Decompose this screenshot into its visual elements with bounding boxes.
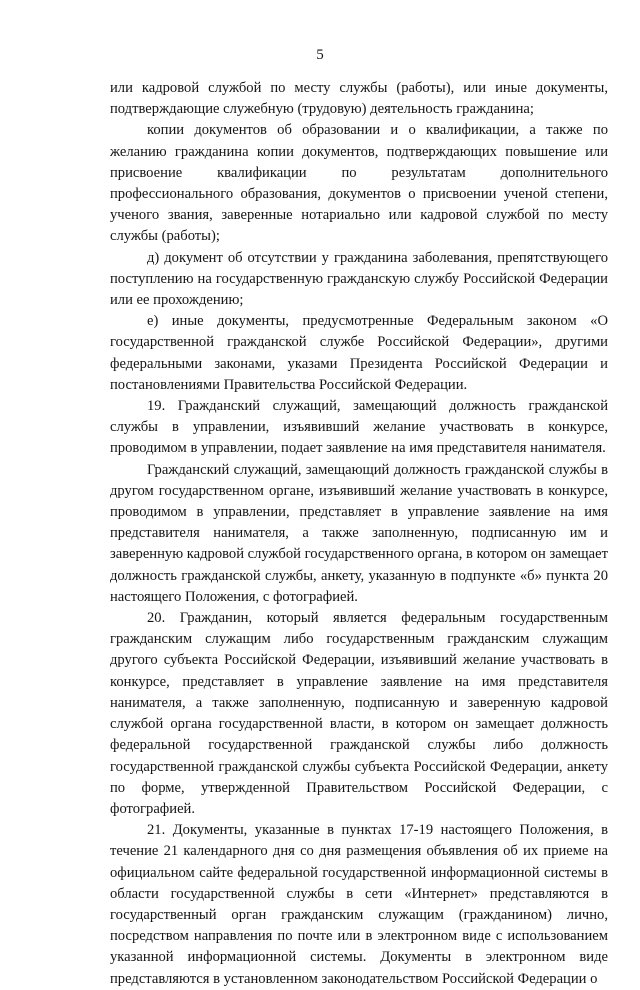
paragraph-clause-20: 20. Гражданин, который является федеральным государственным гражданским служащим либо государственным гражданским служащим другого субъекта Российской Федерации, изъявивший желание участвовать в конкурсе, представляет в управление заявление на имя представителя нанимателя, а также заполненную, подписанную и заверенную кадровой службой органа государственной власти, в котором он замещает должность федеральной государственной гражданской службы либо должность государственной гражданской службы субъекта Российской Федерации, анкету по форме, утвержденной Правительством Российской Федерации, с фотографией.: [110, 610, 608, 817]
page-body: [110, 78, 608, 990]
paragraph-item-e: е) иные документы, предусмотренные Федеральным законом «О государственной гражданской службе Российской Федерации», другими федеральными законами, указами Президента Российской Федерации и постановлениями Правительства Российской Федерации.: [110, 313, 608, 393]
paragraph-clause-21: 21. Документы, указанные в пунктах 17-19 настоящего Положения, в течение 21 календарного дня со дня размещения объявления об их приеме на официальном сайте федеральной государственной информационной системы в области государственной службы в сети «Интернет» представляются в государственный орган гражданским служащим (гражданином) лично, посредством направления по почте или в электронном виде с использованием указанной информационной системы. Документы в электронном виде представляются в установленном законодательством Российской Федерации о: [110, 822, 608, 987]
paragraph-continuation: или кадровой службой по месту службы (работы), или иные документы, подтверждающие служебную (трудовую) деятельность гражданина;: [110, 80, 608, 118]
page-number: 5: [316, 47, 324, 63]
paragraph-education-copies: копии документов об образовании и о квалификации, а также по желанию гражданина копии документов, подтверждающих повышение или присвоение квалификации по результатам дополнительного профессионального образования, документов о присвоении ученой степени, ученого звания, заверенные нотариально или кадровой службой по месту службы (работы);: [110, 122, 608, 245]
paragraph-clause-19-other-body: Гражданский служащий, замещающий должность гражданской службы в другом государственном органе, изъявивший желание участвовать в конкурсе, проводимом в управлении, представляет в управление заявление на имя представителя нанимателя, а также заполненную, подписанную им и заверенную кадровой службой государственного органа, в котором он замещает должность гражданской службы, анкету, указанную в подпункте «б» пункта 20 настоящего Положения, с фотографией.: [110, 461, 608, 605]
paragraph-clause-19: 19. Гражданский служащий, замещающий должность гражданской службы в управлении, изъявивший желание участвовать в конкурсе, проводимом в управлении, подает заявление на имя представителя нанимателя.: [110, 398, 608, 457]
paragraph-item-d: д) документ об отсутствии у гражданина заболевания, препятствующего поступлению на государственную гражданскую службу Российской Федерации или ее прохождению;: [110, 249, 608, 309]
